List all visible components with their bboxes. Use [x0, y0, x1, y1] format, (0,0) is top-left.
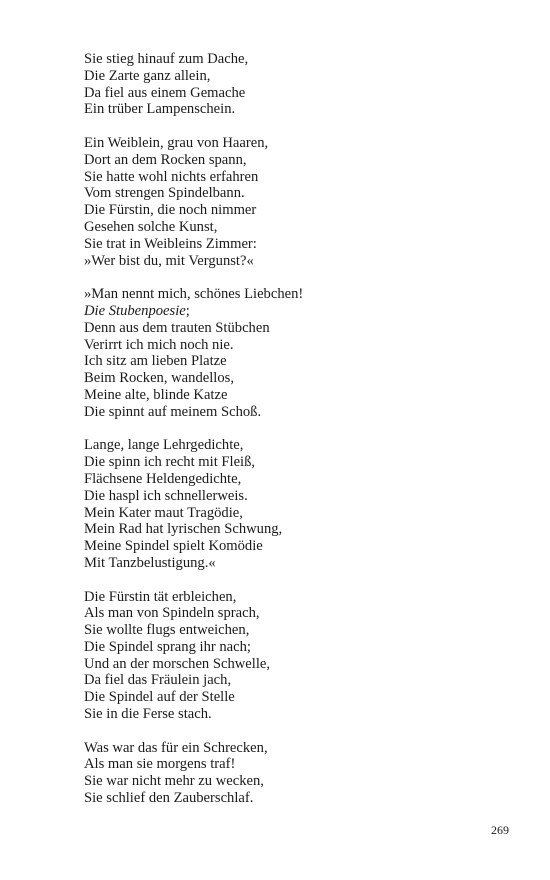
italic-title: Die Stubenpoesie — [84, 302, 186, 319]
poem-line: Sie schlief den Zauberschlaf. — [84, 790, 254, 807]
poem-line: Dort an dem Rocken spann, — [84, 151, 247, 168]
poem-line: Sie hatte wohl nichts erfahren — [84, 168, 259, 185]
poem-line: Sie trat in Weibleins Zimmer: — [84, 235, 257, 252]
poem-line: Mein Rad hat lyrischen Schwung, — [84, 521, 283, 538]
poem-line: Lange, lange Lehrgedichte, — [84, 437, 244, 454]
poem-line: Die Spindel sprang ihr nach; — [84, 638, 251, 655]
stanza — [84, 135, 504, 269]
poem-line: Sie wollte flugs entweichen, — [84, 622, 250, 639]
poem-line: Als man von Spindeln sprach, — [84, 605, 260, 622]
poem-line: Mein Kater maut Tragödie, — [84, 504, 243, 521]
poem-line: Sie in die Ferse stach. — [84, 706, 212, 723]
stanza — [84, 437, 504, 571]
poem-line: Ein trüber Lampenschein. — [84, 101, 236, 118]
poem-line: Ich sitz am lieben Platze — [84, 353, 227, 370]
poem-line: Ein Weiblein, grau von Haaren, — [84, 134, 269, 151]
poem-line: Mit Tanzbelustigung.« — [84, 554, 216, 571]
poem-line: Die haspl ich schnellerweis. — [84, 487, 248, 504]
poem-line: Meine alte, blinde Katze — [84, 386, 228, 403]
poem-line: Die spinn ich recht mit Fleiß, — [84, 454, 256, 471]
poem-line: Sie war nicht mehr zu wecken, — [84, 773, 264, 790]
stanza — [84, 286, 504, 420]
poem-line: Da fiel aus einem Gemache — [84, 84, 246, 101]
poem-line: Die Zarte ganz allein, — [84, 67, 211, 84]
poem-line: Verirrt ich mich noch nie. — [84, 336, 234, 353]
poem-line: Die Fürstin, die noch nimmer — [84, 202, 257, 219]
poem-line: Die Stubenpoesie; — [84, 302, 190, 319]
poem-text — [84, 51, 504, 824]
poem-line: Gesehen solche Kunst, — [84, 218, 218, 235]
stanza — [84, 589, 504, 723]
poem-line: Was war das für ein Schrecken, — [84, 739, 268, 756]
page-number: 269 — [491, 823, 509, 837]
poem-line: Und an der morschen Schwelle, — [84, 655, 271, 672]
poem-line: Als man sie morgens traf! — [84, 756, 236, 773]
poem-line: »Man nennt mich, schönes Liebchen! — [84, 286, 304, 303]
stanza — [84, 51, 504, 118]
poem-line: Die Spindel auf der Stelle — [84, 689, 235, 706]
poem-line: Da fiel das Fräulein jach, — [84, 672, 232, 689]
poem-line: Die spinnt auf meinem Schoß. — [84, 403, 262, 420]
poem-line: »Wer bist du, mit Vergunst?« — [84, 252, 254, 269]
poem-line: Denn aus dem trauten Stübchen — [84, 319, 270, 336]
poem-line: Die Fürstin tät erbleichen, — [84, 588, 237, 605]
stanza — [84, 740, 504, 807]
poem-line: Flächsene Heldengedichte, — [84, 470, 242, 487]
poem-line: Sie stieg hinauf zum Dache, — [84, 51, 249, 67]
poem-line: Meine Spindel spielt Komödie — [84, 538, 263, 555]
poem-line: Beim Rocken, wandellos, — [84, 370, 234, 387]
poem-line: Vom strengen Spindelbann. — [84, 185, 245, 202]
